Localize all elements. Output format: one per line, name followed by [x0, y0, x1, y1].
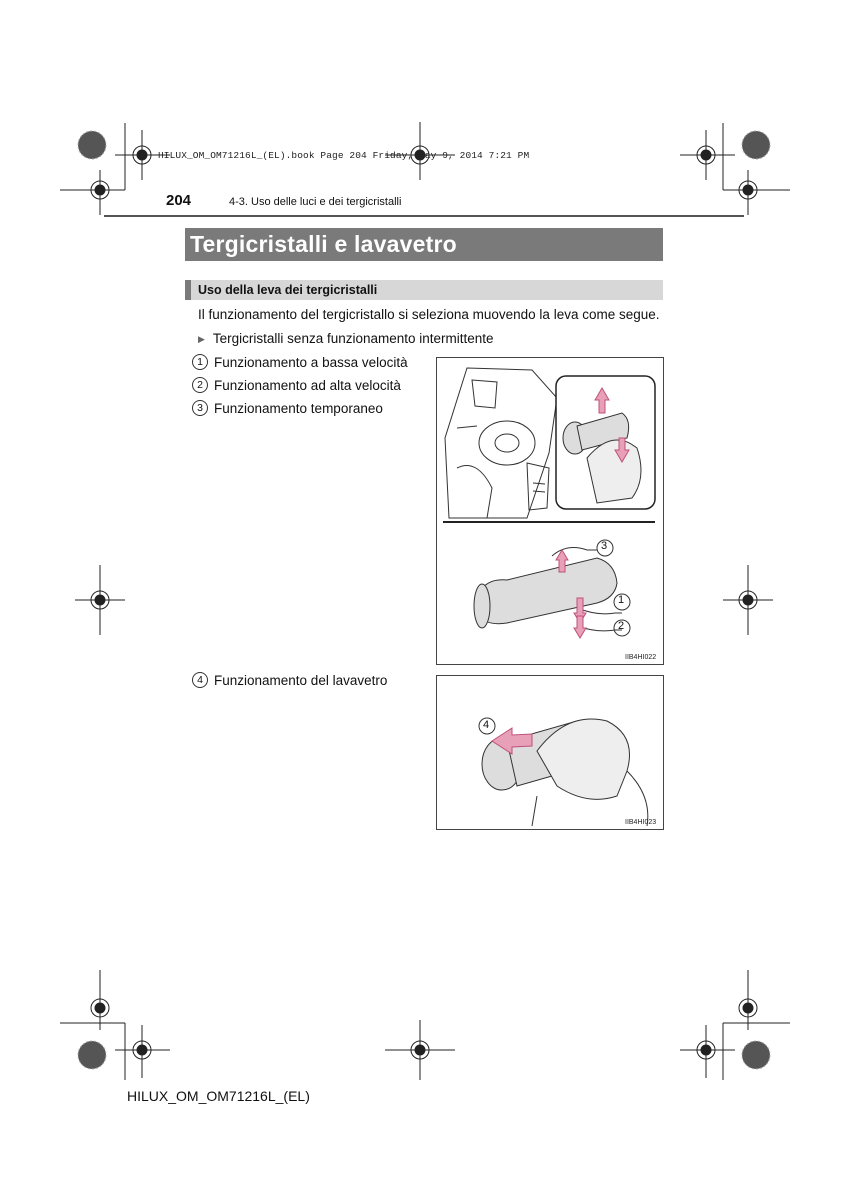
circled-number: 1 — [192, 354, 208, 370]
circled-number: 3 — [192, 400, 208, 416]
callout-4: 4 — [483, 719, 490, 731]
bullet-text: Tergicristalli senza funzionamento intermittente — [212, 331, 494, 346]
callout-2: 2 — [618, 620, 625, 632]
footer-document-code: HILUX_OM_OM71216L_(EL) — [127, 1088, 310, 1104]
circled-number: 4 — [192, 672, 208, 688]
intro-paragraph: Il funzionamento del tergicristallo si seleziona muovendo la leva come segue. — [198, 307, 660, 322]
subsection-bar — [185, 280, 663, 300]
subsection-title: Uso della leva dei tergicristalli — [198, 283, 378, 297]
list-item — [192, 672, 387, 688]
list-item-label: Funzionamento ad alta velocità — [214, 377, 401, 393]
triangle-bullet-icon: ▶ — [198, 334, 205, 344]
section-breadcrumb: 4-3. Uso delle luci e dei tergicristalli — [229, 196, 402, 208]
list-item-label: Funzionamento a bassa velocità — [214, 354, 408, 370]
wiper-lever-illustration — [437, 358, 665, 666]
callout-1: 1 — [618, 594, 625, 606]
page-number: 204 — [166, 192, 192, 209]
washer-lever-illustration — [437, 676, 665, 831]
list-item — [192, 400, 383, 416]
list-item-label: Funzionamento temporaneo — [214, 400, 383, 416]
figure-code: IIB4HI022 — [625, 654, 657, 661]
circled-number: 2 — [192, 377, 208, 393]
figure-wiper-lever — [436, 357, 664, 665]
figure-washer — [436, 675, 664, 830]
header-divider — [104, 215, 744, 217]
list-item — [192, 377, 401, 393]
list-item-label: Funzionamento del lavavetro — [214, 672, 388, 688]
print-info: HILUX_OM_OM71216L_(EL).book Page 204 Friday, May 9, 2014 7:21 PM — [158, 150, 530, 161]
bullet-item — [198, 331, 494, 346]
list-item — [192, 354, 408, 370]
page-title: Tergicristalli e lavavetro — [190, 231, 457, 257]
page-title-bar — [185, 228, 663, 261]
figure-code: IIB4HI023 — [625, 819, 657, 826]
callout-3: 3 — [601, 540, 608, 552]
